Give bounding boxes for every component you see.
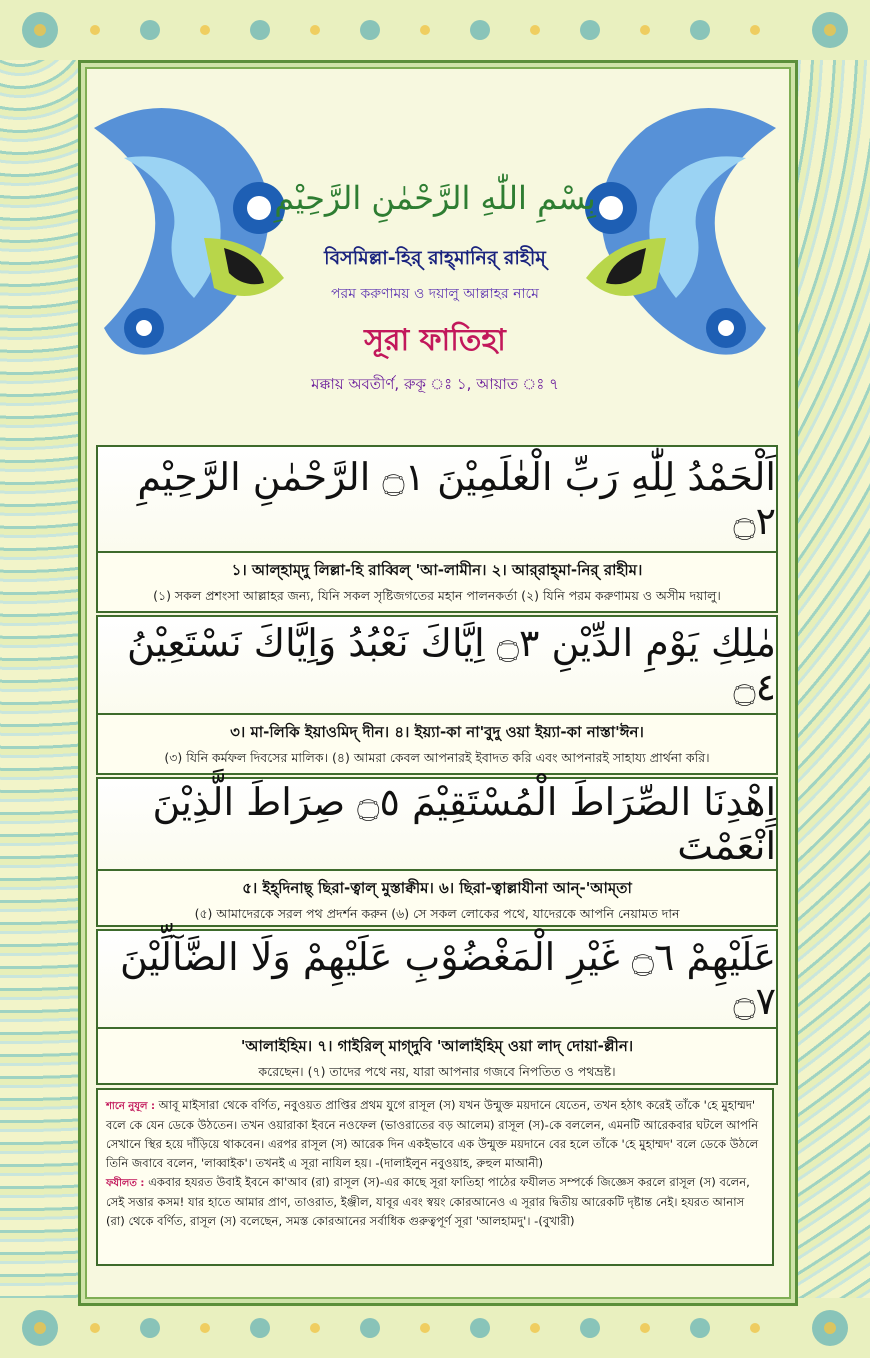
verse-block-4 [96,929,778,1085]
verse-arabic: اَلْحَمْدُ لِلّٰهِ رَبِّ الْعٰلَمِيْنَ ۝١ الرَّحْمٰنِ الرَّحِيْمِ ۝٢ [98,447,776,553]
verse-meaning: (৩) যিনি কর্মফল দিবসের মালিক। (৪) আমরা কেবল আপনারই ইবাদত করি এবং আপনারই সাহায্য প্রার্থনা করি। [164,750,710,765]
top-floral-border [0,0,870,60]
verse-block-1 [96,445,778,613]
bismillah-meaning: পরম করুণাময় ও দয়ালু আল্লাহর নামে [331,286,539,302]
bottom-floral-border [0,1298,870,1358]
shane-nuzul-text: আবূ মাইসারা থেকে বর্ণিত, নবুওয়ত প্রাপ্তির প্রথম যুগে রাসূল (স) যখন উন্মুক্ত ময়দানে যেতেন, তখন হঠাৎ করেই তাঁকে 'হে মুহাম্মদ' বলে কে যেন ডেকে উঠতেন। তখন ওয়ারাকা ইবনে নওফেল (ভাওরাতের বড় আলেম) রাসূল (স)-কে বললেন, এমনটি আরেকবার ঘটলে আপনি সেখানে স্থির হয়ে দাঁড়িয়ে থাকবেন। এরপর রাসূল (স) আরেক দিন একইভাবে এক উন্মুক্ত ময়দানে বের হলে তাঁকে 'হে মুহাম্মদ' বলে ডেকে উঠলে তিনি জবাবে বলেন, 'লাব্বাইক'। তখনই এ সূরা নাযিল হয়। -(দালাইলুন নবুওয়াহ, রুহুল মাআনী) [106,1098,759,1170]
fazilat-label: ফযীলত : [106,1178,145,1189]
verse-block-3 [96,777,778,927]
verse-block-2 [96,615,778,775]
bismillah-bangla: বিসমিল্লা-হির্ রাহ্‌মানির্ রাহীম্ [324,247,546,269]
verse-meaning: (৫) আমাদেরকে সরল পথ প্রদর্শন করুন (৬) সে সকল লোকের পথে, যাদেরকে আপনি নেয়ামত দান [194,906,680,921]
verse-meaning: করেছেন। (৭) তাদের পথে নয়, যারা আপনার গজবে নিপতিত ও পথভ্রষ্ট। [258,1064,616,1079]
verse-arabic: اِهْدِنَا الصِّرَاطَ الْمُسْتَقِيْمَ ۝٥ صِرَاطَ الَّذِيْنَ اَنْعَمْتَ [98,779,776,871]
verse-arabic: عَلَيْهِمْ ۝٦ غَيْرِ الْمَغْضُوْبِ عَلَيْهِمْ وَلَا الضَّآلِّيْنَ ۝٧ [98,931,776,1029]
verse-transliteration: ৩। মা-লিকি ইয়াওমিদ্ দীন। ৪। ইয়্যা-কা না'বুদু ওয়া ইয়্যা-কা নাস্তা'ঈন। [230,723,644,741]
fazilat-text: একবার হযরত উবাই ইবনে কা'আব (রা) রাসূল (স)-এর কাছে সূরা ফাতিহা পাঠের ফযীলত সম্পর্কে জিজ্ঞেস করলে রাসূল (স) বলেন, সেই সত্তার কসম! যার হাতে আমার প্রাণ, তাওরাত, ইঞ্জীল, যাবূর এবং স্বয়ং কোরআনেও এ সূরার দ্বিতীয় আরেকটি দৃষ্টান্ত নেই। হযরত আনাস (রা) থেকে বর্ণিত, রাসূল (স) বলেছেন, সমস্ত কোরআনের সর্বাধিক গুরুত্বপূর্ণ সূরা 'আলহামদু'। -(বুখারী) [106,1175,750,1228]
header [0,170,870,398]
verse-arabic: مٰلِكِ يَوْمِ الدِّيْنِ ۝٣ اِيَّاكَ نَعْبُدُ وَاِيَّاكَ نَسْتَعِيْنُ ۝٤ [98,617,776,715]
verse-meaning: (১) সকল প্রশংসা আল্লাহর জন্য, যিনি সকল সৃষ্টিজগতের মহান পালনকর্তা (২) যিনি পরম করুণাময় ও অসীম দয়ালু। [153,588,721,603]
bismillah-calligraphy: بِسْمِ اللّٰهِ الرَّحْمٰنِ الرَّحِيْمِ [274,179,596,217]
verse-transliteration: ১। আল্‌হাম্‌দু লিল্লা-হি রাব্বিল্ 'আ-লামীন। ২। আর্‌রাহ্‌মা-নির্ রাহীম। [231,561,643,579]
verse-transliteration: ৫। ইহ্‌দিনাছ্ ছিরা-ত্বাল্ মুস্তাক্বীম। ৬। ছিরা-ত্বাল্লাযীনা আন্-'আম্‌তা [242,879,632,897]
reference-notes [96,1088,774,1266]
surah-title: সূরা ফাতিহা [364,323,506,358]
verse-transliteration: 'আলাইহিম। ৭। গাইরিল্ মাগ্‌দুবি 'আলাইহিম্ ওয়া লাদ্ দোয়া-ল্লীন। [240,1037,634,1055]
surah-info: মক্কায় অবতীর্ণ, রুকূ ঃ ১, আয়াত ঃ ৭ [311,375,559,393]
shane-nuzul-label: শানে নুযূল : [106,1101,155,1112]
